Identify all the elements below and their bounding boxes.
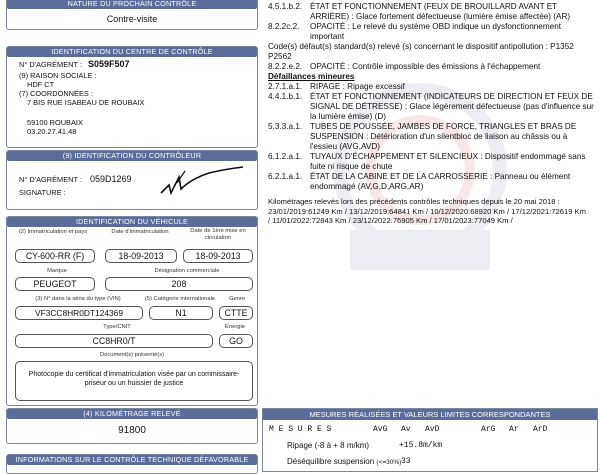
next-control-header: NATURE DU PROCHAIN CONTRÔLE [7, 0, 257, 9]
address-line1: 7 BIS RUE ISABEAU DE ROUBAIX [27, 98, 145, 107]
defect-row [268, 2, 594, 22]
defect-row [268, 92, 594, 122]
kilometrages-history: Kilométrages relevés lors des précédents contrôles techniques depuis le 20 mai 2018 : 23/01/2019:61249 Km / 13/12/2019:64841 Km / 10/12/2020:68920 Km / 17/12/2021:72619 Km / 11/01/2022:72843 Km / 23/12/2022:76905 Km / 17/01/2023:77049 Km / [268, 197, 586, 225]
defect-code: 8.2.2.e.2. [268, 62, 303, 71]
defect-text: ÉTAT DE LA CABINE ET DE LA CARROSSERIE : Panneau ou élément endommagé (AV,G,D,ARG,AR) [310, 172, 571, 191]
defect-code: 5.3.3.a.1. [268, 122, 303, 131]
immat-value: CY-600-RR (F) [15, 249, 95, 263]
coordonnees-label: (7) COORDONNÉES : [19, 89, 93, 98]
defect-code: 6.1.2.a.1. [268, 152, 303, 161]
mesures-col-arg: ArG [481, 425, 496, 434]
kilometrage-value: 91800 [118, 425, 146, 436]
mesures-col-avg: AvG [373, 425, 388, 434]
raison-sociale-label: (9) RAISON SOCIALE : [19, 71, 97, 80]
signature-icon [157, 163, 247, 199]
genre-value: CTTE [219, 306, 253, 320]
energie-value: GO [219, 334, 253, 348]
mesures-col-av: Av [401, 425, 411, 434]
date-immat-value: 18-09-2013 [105, 249, 177, 263]
designation-value: 208 [105, 277, 253, 291]
marque-value: PEUGEOT [15, 277, 95, 291]
defect-text: OPACITÉ : Contrôle impossible des émissions à l'échappement [310, 62, 541, 71]
centre-agrement-label: N° D'AGRÉMENT : [19, 60, 82, 69]
vehicule-header: IDENTIFICATION DU VÉHICULE [7, 217, 257, 227]
controleur-header: (9) IDENTIFICATION DU CONTRÔLEUR [7, 151, 257, 161]
defect-row [268, 152, 594, 172]
defect-code: 4.4.1.b.1. [268, 92, 303, 101]
centre-box [6, 46, 258, 148]
susp-limit: (<=30%) [376, 459, 402, 466]
categorie-label: (5) Catégorie internationale [144, 296, 216, 302]
centre-agrement-value: S059F507 [88, 59, 130, 69]
defect-code: 2.7.1.a.1. [268, 82, 303, 91]
mesures-title: M E S U R E S [269, 425, 332, 434]
defect-code: 8.2.2c.2. [268, 22, 300, 31]
energie-label: Énergie [225, 324, 245, 330]
defect-row [268, 122, 594, 152]
defect-row [268, 62, 594, 72]
mesures-box [262, 408, 598, 472]
marque-label: Marque [47, 268, 67, 274]
defect-text: TUBES DE POUSSÉE, JAMBES DE FORCE, TRIANGLES ET BRAS DE SUSPENSION : Détérioration d'un silentbloc de liaison au châssis ou à l'essieu (AVG,AVD) [310, 122, 577, 151]
date-1ere-label: Date de 1ère mise en circulation [190, 228, 246, 241]
defects-minor-section [268, 72, 594, 192]
defect-row [268, 42, 594, 62]
controleur-agrement-value: 059D1269 [90, 174, 132, 184]
controleur-box [6, 150, 258, 210]
defect-code: 6.2.1.a.1. [268, 172, 303, 181]
signature-label: SIGNATURE : [19, 188, 66, 197]
categorie-value: N1 [149, 306, 213, 320]
mesures-col-ar: Ar [509, 425, 519, 434]
defect-row [268, 82, 594, 92]
documents-label: Document(s) présenté(s) [99, 352, 165, 358]
susp-value: 33 [401, 457, 411, 466]
date-1ere-value: 18-09-2013 [183, 249, 253, 263]
ripage-label: Ripage (-8 à + 8 m/km) [287, 441, 370, 450]
defect-text: Code(s) défaut(s) standard(s) relevé (s) concernant le dispositif antipollution : P1352 P2562 [268, 42, 574, 61]
centre-phone: 03.20.27.41.48 [27, 127, 77, 136]
centre-header: IDENTIFICATION DU CENTRE DE CONTRÔLE [7, 47, 257, 57]
vin-value: VF3CC8HR0DT124369 [15, 306, 143, 320]
address-line2: 59100 ROUBAIX [27, 118, 83, 127]
raison-sociale-value: HDF CT [27, 80, 55, 89]
designation-label: Désignation commerciale [154, 268, 220, 274]
type-value: CC8HR0/T [15, 334, 213, 348]
ripage-value: +15.8m/km [399, 441, 443, 450]
mesures-col-ard: ArD [533, 425, 548, 434]
defect-row [268, 172, 594, 192]
defect-text: ÉTAT ET FONCTIONNEMENT (FEUX DE BROUILLARD AVANT ET ARRIÈRE) : Glace fortement défectueuse (lumière émise affectée) (AR) [310, 2, 571, 21]
next-control-value: Contre-visite [106, 14, 158, 24]
kilometrage-header: (4) KILOMÉTRAGE RELEVÉ [7, 409, 257, 419]
mesures-col-avd: AvD [425, 425, 440, 434]
date-immat-label: Date d'immatriculation [111, 229, 169, 235]
defect-row [268, 22, 594, 42]
controleur-agrement-label: N° D'AGRÉMENT : [19, 175, 82, 184]
next-control-box [6, 0, 258, 30]
mesures-header: MESURES RÉALISÉES ET VALEURS LIMITES CORRESPONDANTES [263, 409, 597, 420]
minor-defects-header: Défaillances mineures [268, 72, 355, 81]
defect-text: TUYAUX D'ÉCHAPPEMENT ET SILENCIEUX : Dispositif endommagé sans fuite ni risque de chute [310, 152, 586, 171]
immat-label: (2) Immatriculation et pays [18, 229, 88, 235]
type-label: Type/CNIT [103, 324, 131, 330]
bottom-info-header: INFORMATIONS SUR LE CONTRÔLE TECHNIQUE DÉFAVORABLE [7, 455, 257, 465]
defect-code: 4.5.1.b.2. [268, 2, 303, 11]
bottom-info-box [6, 454, 258, 474]
defect-text: ÉTAT ET FONCTIONNEMENT (INDICATEURS DE DIRECTION ET FEUX DE SIGNAL DE DÉTRESSE) : Glace légèrement défectueuse (pas d'influence sur la lumière émise) (D) [310, 92, 594, 121]
genre-label: Genre [228, 296, 246, 302]
defect-text: OPACITÉ : Le relevé du système OBD indique un dysfonctionnement important [310, 22, 562, 41]
susp-label: Déséquilibre suspension [287, 457, 375, 466]
vin-label: (3) N° dans la série du type (VIN) [35, 296, 121, 302]
defect-text: RIPAGE : Ripage excessif [310, 82, 405, 91]
defects-minor-list [268, 82, 594, 192]
vehicule-box [6, 216, 258, 406]
documents-value: Photocopie du certificat d'immatriculation visée par un commissaire-priseur ou un huissier de justice [15, 361, 253, 401]
kilometrage-box [6, 408, 258, 444]
defects-top-list [268, 2, 594, 72]
